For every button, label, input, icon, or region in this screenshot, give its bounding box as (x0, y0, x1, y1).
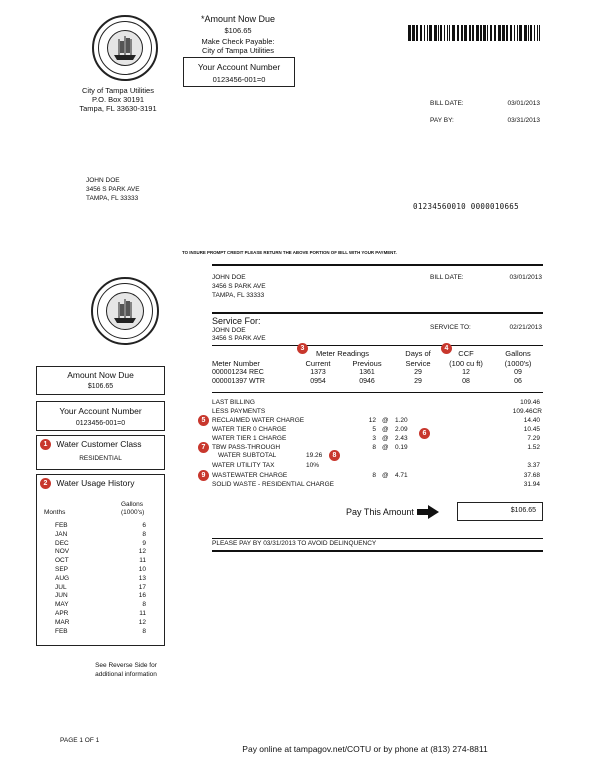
meter-days: 29 (414, 369, 422, 376)
wastewater-label: WASTEWATER CHARGE (212, 472, 288, 479)
barcode-bar (530, 25, 532, 41)
amount-now-due-value: $106.65 (87, 383, 114, 390)
history-col-gallons-2: (1000's) (121, 509, 145, 516)
customer-class-box (36, 435, 165, 470)
divider-charges (212, 392, 543, 393)
barcode-bar (517, 25, 518, 41)
charge-amount: 7.29 (527, 435, 540, 442)
water-subtotal-label: WATER SUBTOTAL (218, 452, 277, 459)
less-payments-amount: 109.46CR (512, 408, 542, 415)
meter-ccf: 12 (462, 369, 470, 376)
service-street: 3456 S PARK AVE (212, 335, 266, 342)
divider-meters (212, 345, 543, 346)
badge-4: 4 (441, 343, 452, 354)
wastewater-at: @ (382, 472, 389, 479)
meter-current: 0954 (310, 378, 326, 385)
service-name: JOHN DOE (212, 327, 246, 334)
history-row (37, 628, 164, 637)
barcode-bar (424, 25, 425, 41)
meter-gallons: 09 (514, 369, 522, 376)
history-gallons: 8 (142, 530, 146, 538)
divider-delinquency-bottom (212, 550, 543, 552)
barcode-bar (438, 25, 439, 41)
utility-tax-label: WATER UTILITY TAX (212, 462, 275, 469)
badge-7: 7 (198, 442, 209, 453)
ocr-scan-line: 01234560010 0000010665 (413, 202, 519, 211)
history-row (37, 619, 164, 628)
barcode-bar (416, 25, 418, 41)
meter-gallons: 06 (514, 378, 522, 385)
barcode-bar (444, 25, 445, 41)
customer-class-label-row (40, 439, 164, 450)
meter-previous: 0946 (359, 378, 375, 385)
reverse-side-note-2: additional information (95, 671, 157, 678)
wastewater-qty: 8 (372, 472, 376, 479)
remit-customer-street: 3456 S PARK AVE (86, 186, 140, 193)
barcode-bar (449, 25, 450, 41)
history-gallons: 13 (138, 574, 146, 582)
pay-this-amount-value: $106.65 (510, 507, 536, 514)
charge-label: TBW PASS-THROUGH (212, 444, 281, 451)
charge-qty: 12 (368, 417, 376, 424)
barcode-bar (506, 25, 508, 41)
barcode-bar (461, 25, 463, 41)
badge-1: 1 (40, 439, 51, 450)
charge-amount: 10.45 (523, 426, 540, 433)
history-month: FEB (55, 522, 68, 529)
history-gallons: 11 (139, 557, 146, 565)
barcode-bar (490, 25, 492, 41)
charge-row (196, 416, 542, 425)
remit-address-line3: Tampa, FL 33630-3191 (79, 104, 157, 113)
meter-number: 000001397 WTR (212, 378, 265, 385)
charge-amount: 14.40 (523, 417, 540, 424)
col-meter-readings: Meter Readings (316, 349, 369, 358)
history-row (37, 584, 164, 593)
barcode-bar (412, 25, 415, 41)
history-row (37, 575, 164, 584)
history-gallons: 11 (139, 609, 146, 617)
customer-class-value: RESIDENTIAL (79, 455, 122, 463)
col-gallons: Gallons (505, 349, 531, 358)
remit-bill-date-label: BILL DATE: (430, 100, 464, 107)
history-month: APR (55, 609, 69, 617)
col-current: Current (305, 359, 331, 368)
remit-amount-due: $106.65 (224, 26, 252, 35)
less-payments-label: LESS PAYMENTS (212, 408, 266, 415)
divider-top (212, 264, 543, 266)
return-portion-notice: TO INSURE PROMPT CREDIT PLEASE RETURN THE ABOVE PORTION OF BILL WITH YOUR PAYMENT. (182, 250, 397, 255)
charge-at: @ (382, 444, 389, 451)
meter-previous: 1361 (359, 369, 375, 376)
badge-2: 2 (40, 478, 51, 489)
history-month: MAY (55, 601, 69, 609)
utility-tax-amount: 3.37 (527, 462, 540, 469)
col-meter-number: Meter Number (212, 359, 260, 368)
pay-this-amount-label: Pay This Amount (346, 507, 414, 517)
history-gallons: 6 (142, 522, 146, 529)
barcode-bar (524, 25, 527, 41)
badge-9: 9 (198, 470, 209, 481)
meter-ccf: 08 (462, 378, 470, 385)
meter-number: 000001234 REC (212, 369, 264, 376)
history-col-months: Months (44, 509, 66, 516)
barcode-bar (429, 25, 432, 41)
customer-class-label: Water Customer Class (56, 439, 142, 449)
history-month: SEP (55, 565, 69, 573)
barcode-bar (464, 25, 467, 41)
history-row (37, 557, 164, 566)
col-days-of: Days of (405, 349, 431, 358)
history-row (37, 548, 164, 557)
charge-qty: 3 (372, 435, 376, 442)
history-month: JUL (55, 583, 67, 591)
barcode-bar (502, 25, 505, 41)
charge-label: WATER TIER 1 CHARGE (212, 435, 287, 442)
payee-name: City of Tampa Utilities (202, 46, 274, 55)
meter-rows (212, 368, 543, 386)
history-month: MAR (55, 618, 70, 626)
charge-amount: 1.52 (527, 444, 540, 451)
history-gallons: 8 (142, 601, 146, 609)
history-row (37, 540, 164, 549)
last-billing-amount: 109.46 (520, 399, 540, 406)
barcode-bar (494, 25, 496, 41)
remit-pay-by-label: PAY BY: (430, 117, 454, 124)
barcode-bar (476, 25, 479, 41)
wastewater-rate: 4.71 (395, 472, 408, 479)
history-gallons: 8 (142, 627, 146, 635)
history-row (37, 610, 164, 619)
delinquency-notice: PLEASE PAY BY 03/31/2013 TO AVOID DELINQUENCY (212, 540, 377, 547)
barcode-bar (427, 25, 428, 41)
barcode-bar (480, 25, 482, 41)
remit-amount-due-label: *Amount Now Due (200, 14, 276, 24)
stmt-bill-date: 03/01/2013 (509, 274, 542, 281)
account-number-box (36, 401, 165, 431)
history-row (37, 566, 164, 575)
barcode (408, 25, 544, 41)
divider-service (212, 312, 543, 314)
history-row (37, 522, 164, 531)
usage-history-list (37, 522, 164, 636)
charge-rate: 1.20 (395, 417, 408, 424)
barcode-bar (498, 25, 501, 41)
badge-6: 6 (419, 428, 430, 439)
charge-rate: 2.09 (395, 426, 408, 433)
remit-address-line2: P.O. Box 30191 (92, 95, 144, 104)
remit-customer-name: JOHN DOE (86, 177, 120, 184)
remit-customer-city: TAMPA, FL 33333 (86, 195, 139, 202)
badge-8: 8 (329, 450, 340, 461)
charge-row (196, 443, 542, 452)
solid-waste-label: SOLID WASTE - RESIDENTIAL CHARGE (212, 481, 334, 488)
barcode-bar (457, 25, 459, 41)
reverse-side-note-1: See Reverse Side for (95, 662, 157, 669)
pay-online-footer: Pay online at tampagov.net/COTU or by phone at (813) 274-8811 (242, 744, 488, 754)
badge-5: 5 (198, 415, 209, 426)
col-gallons-unit: (1000's) (504, 359, 532, 368)
history-month: JAN (55, 530, 68, 538)
charge-rows (196, 416, 542, 452)
account-number-value: 0123456-001=0 (75, 420, 126, 427)
divider-delinquency-top (212, 538, 543, 539)
city-seal-logo (92, 15, 158, 81)
barcode-bar (539, 25, 540, 41)
remit-bill-date: 03/01/2013 (507, 100, 540, 107)
remit-account-number: 0123456-001=0 (212, 75, 266, 84)
col-previous: Previous (352, 359, 382, 368)
meter-current: 1373 (310, 369, 326, 376)
history-gallons: 16 (138, 592, 146, 600)
stmt-customer-name: JOHN DOE (212, 274, 246, 281)
barcode-bar (514, 25, 515, 41)
history-gallons: 12 (138, 548, 146, 556)
wastewater-amount: 37.68 (523, 472, 540, 479)
remit-address-line1: City of Tampa Utilities (82, 86, 154, 95)
service-to-date: 02/21/2013 (509, 324, 542, 331)
col-ccf: CCF (458, 349, 474, 358)
history-month: DEC (55, 539, 69, 547)
charge-at: @ (382, 435, 389, 442)
barcode-bar (434, 25, 437, 41)
barcode-bar (519, 25, 522, 41)
meter-days: 29 (414, 378, 422, 385)
usage-history-title: Water Usage History (56, 478, 135, 488)
remit-account-number-box (183, 57, 295, 87)
history-month: FEB (55, 627, 68, 635)
charge-qty: 8 (372, 444, 376, 451)
history-row (37, 531, 164, 540)
history-col-gallons-1: Gallons (121, 501, 144, 508)
arrow-right-icon (417, 505, 439, 519)
barcode-bar (440, 25, 442, 41)
barcode-bar (452, 25, 455, 41)
pay-this-amount-box (457, 502, 543, 521)
last-billing-label: LAST BILLING (212, 399, 255, 406)
charge-row (196, 434, 542, 443)
meter-row (212, 368, 543, 377)
history-gallons: 17 (138, 583, 146, 591)
col-service: Service (405, 359, 431, 368)
col-ccf-unit: (100 cu ft) (449, 359, 483, 368)
amount-now-due-box (36, 366, 165, 395)
barcode-bar (469, 25, 471, 41)
history-row (37, 601, 164, 610)
amount-now-due-label: Amount Now Due (67, 370, 134, 380)
stmt-customer-city: TAMPA, FL 33333 (212, 292, 265, 299)
history-month: OCT (55, 557, 69, 565)
charge-at: @ (382, 417, 389, 424)
history-gallons: 10 (138, 565, 146, 573)
meter-row (212, 377, 543, 386)
charge-at: @ (382, 426, 389, 433)
badge-3: 3 (297, 343, 308, 354)
utility-tax-rate: 10% (306, 462, 320, 469)
history-gallons: 12 (138, 618, 146, 626)
charge-rate: 2.43 (395, 435, 408, 442)
history-gallons: 9 (142, 539, 146, 547)
barcode-bar (447, 25, 448, 41)
page-number: PAGE 1 OF 1 (60, 737, 100, 744)
history-month: AUG (55, 574, 70, 582)
charge-rate: 0.19 (395, 444, 408, 451)
stmt-bill-date-label: BILL DATE: (430, 274, 464, 281)
history-month: JUN (55, 592, 68, 600)
solid-waste-amount: 31.94 (523, 481, 540, 488)
barcode-bar (487, 25, 488, 41)
charge-label: RECLAIMED WATER CHARGE (212, 417, 305, 424)
remit-account-number-label: Your Account Number (197, 62, 281, 72)
remit-pay-by: 03/31/2013 (507, 117, 540, 124)
barcode-bar (528, 25, 529, 41)
account-number-label: Your Account Number (59, 406, 142, 416)
service-to-label: SERVICE TO: (430, 324, 471, 331)
barcode-bar (472, 25, 474, 41)
history-row (37, 592, 164, 601)
charge-row (196, 425, 542, 437)
barcode-bar (510, 25, 512, 41)
barcode-bar (534, 25, 535, 41)
city-seal-logo-statement (91, 277, 159, 345)
stmt-customer-street: 3456 S PARK AVE (212, 283, 266, 290)
water-subtotal-amount: 19.26 (306, 452, 323, 459)
usage-history-title-row (40, 478, 164, 489)
barcode-bar (537, 25, 538, 41)
usage-history-box (36, 474, 165, 646)
charge-label: WATER TIER 0 CHARGE (212, 426, 287, 433)
service-for-label: Service For: (212, 316, 261, 326)
history-month: NOV (55, 548, 70, 556)
barcode-bar (420, 25, 422, 41)
barcode-bar (408, 25, 411, 41)
make-check-payable-label: Make Check Payable: (201, 37, 275, 46)
barcode-bar (483, 25, 486, 41)
charge-qty: 5 (372, 426, 376, 433)
